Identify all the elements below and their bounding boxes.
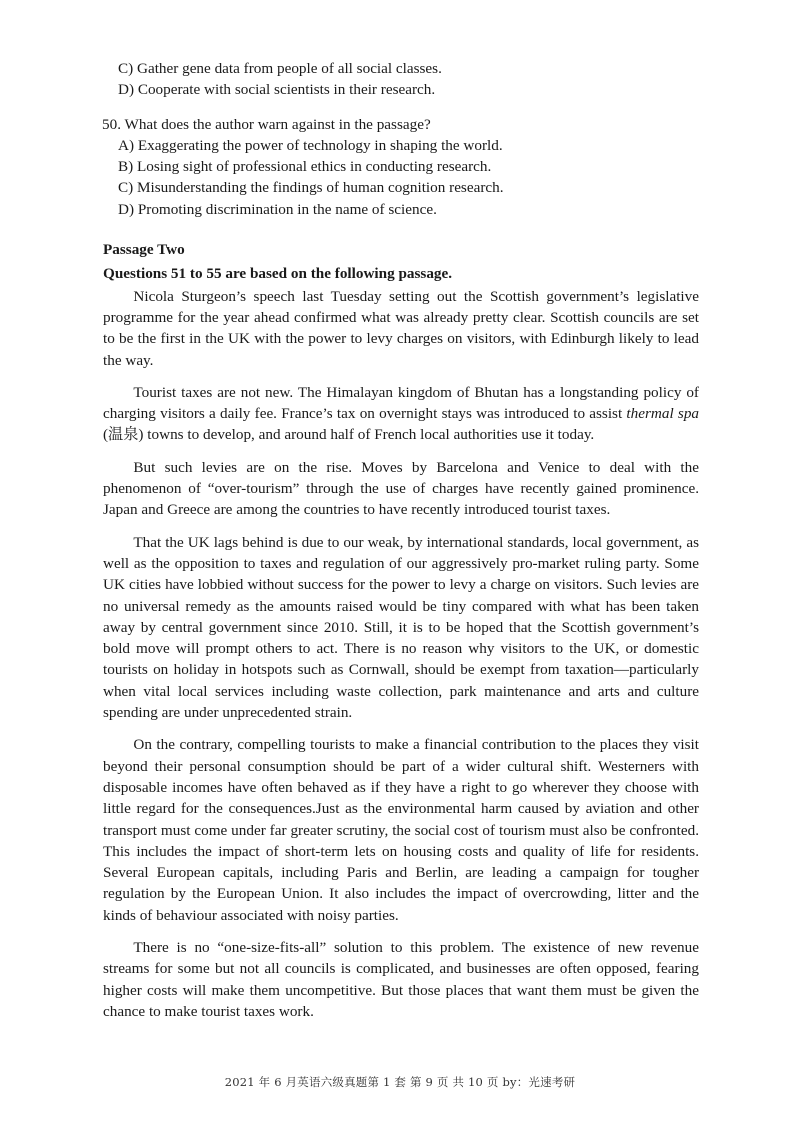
passage-title: Passage Two [103,241,185,259]
option-c: C) Gather gene data from people of all social classes. [118,60,442,77]
passage-body [103,286,699,1023]
question-50-option-a: A) Exaggerating the power of technology in shaping the world. [118,136,503,154]
paragraph-2-part-2: (温泉) towns to develop, and around half of French local authorities use it today. [103,426,595,444]
option-d: D) Cooperate with social scientists in their research. [118,81,436,99]
paragraph-3: But such levies are on the rise. Moves by Barcelona and Venice to deal with the phenomenon of “over-tourism” through the use of charges have recently gained prominence. Japan and Greece are among the countries to have recently introduced tourist taxes. [103,458,699,519]
passage-header [103,239,699,285]
paragraph-1: Nicola Sturgeon’s speech last Tuesday setting out the Scottish government’s legislative programme for the year ahead confirmed what was already pretty clear. Scottish councils are set to be the first in the UK with the power to levy charges on visitors, with Edinburgh likely to lead the way. [103,287,699,369]
question-50 [103,114,699,220]
question-50-stem: 50. What does the author warn against in the passage? [102,115,431,133]
paragraph-4: That the UK lags behind is due to our weak, by international standards, local government, as well as the opposition to taxes and regulation of our aggressively pro-market ruling party. Some UK cities have lobbied without success for the power to levy a charge on visitors. Such levies are no universal remedy as the amounts raised would be tiny compared with what has been taken away by central government since 2010. Still, it is to be hoped that the Scottish government’s bold move will prompt others to act. There is no reason why visitors to the UK, or domestic tourists on holiday in hotspots such as Cornwall, should be exempt from taxation—particularly when vital local services including waste collection, park maintenance and arts and culture spending are under unprecedented strain. [103,533,699,722]
italic-term: thermal spa [626,405,700,423]
exam-page [103,58,699,1022]
question-49-options [103,58,699,101]
question-50-option-d: D) Promoting discrimination in the name of science. [118,200,437,218]
paragraph-2-part-1: Tourist taxes are not new. The Himalayan kingdom of Bhutan has a longstanding policy of charging visitors a daily fee. France’s tax on overnight stays was introduced to assist [103,383,699,423]
paragraph-6: There is no “one-size-fits-all” solution to this problem. The existence of new revenue streams for some but not all councils is complicated, and businesses are often opposed, fearing higher costs will make them uncompetitive. But those places that want them must be given the chance to make tourist taxes work. [103,938,699,1020]
passage-instruction: Questions 51 to 55 are based on the following passage. [103,265,453,283]
paragraph-2 [103,382,699,446]
paragraph-5: On the contrary, compelling tourists to make a financial contribution to the places they visit beyond their personal consumption should be part of a wider cultural shift. Westerners with disposable incomes have often behaved as if they have a right to go wherever they choose with little regard for the consequences.Just as the environmental harm caused by aviation and other transport must come under far greater scrutiny, the social cost of tourism must also be confronted. This includes the impact of short-term lets on housing costs and quality of life for residents. Several European capitals, including Paris and Berlin, are leading a campaign for tougher regulation by the European Union. It also includes the impact of overcrowding, litter and the kinds of behaviour associated with noisy parties. [103,736,699,924]
question-50-option-b: B) Losing sight of professional ethics in conducting research. [118,158,492,176]
page-footer: 2021 年 6 月英语六级真题第 1 套 第 9 页 共 10 页 by：光速考研 [224,1075,576,1089]
question-50-option-c: C) Misunderstanding the findings of human cognition research. [118,179,504,197]
